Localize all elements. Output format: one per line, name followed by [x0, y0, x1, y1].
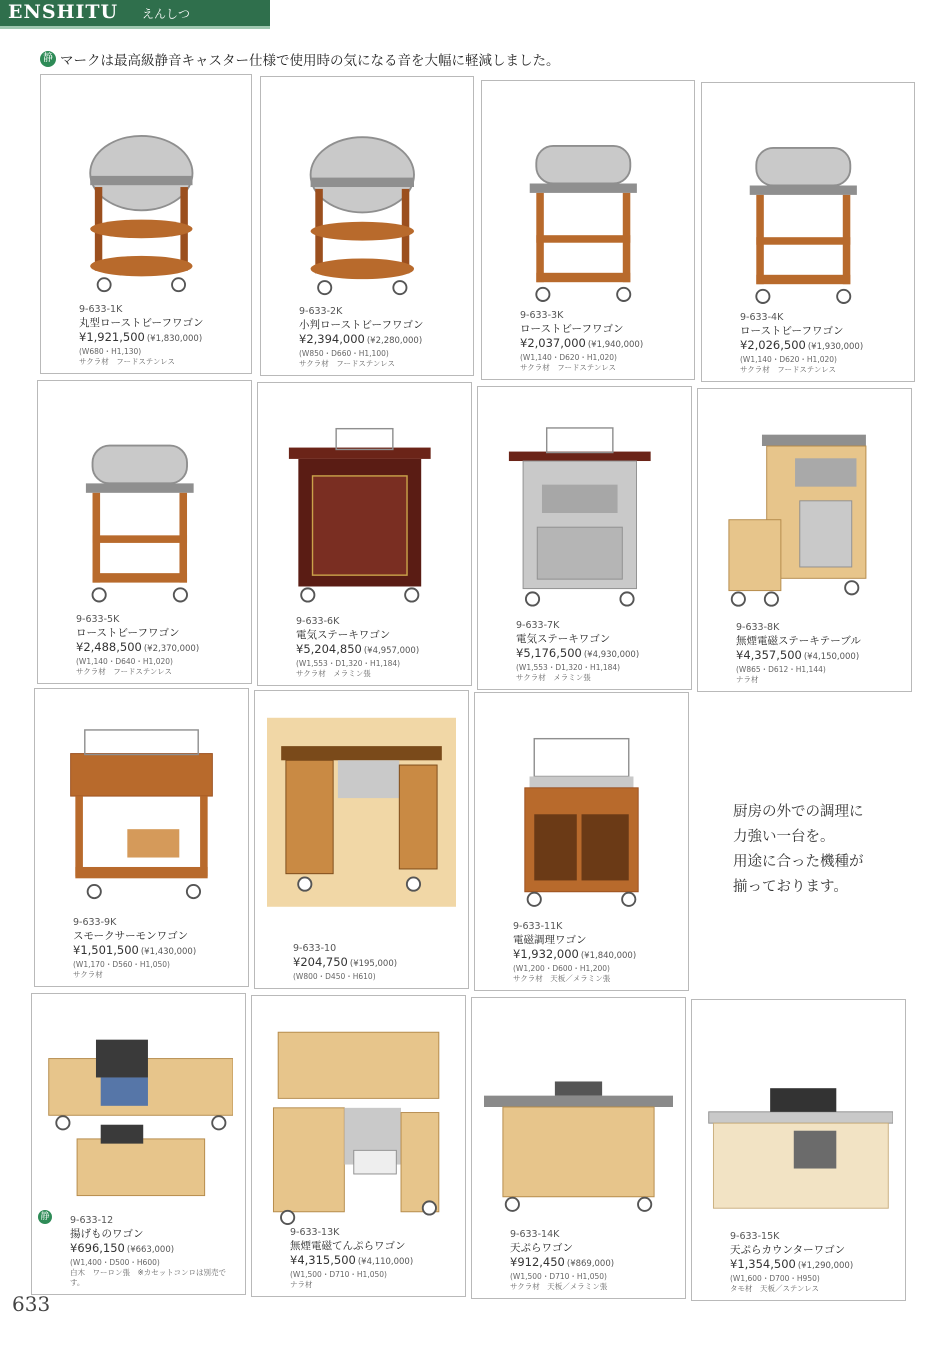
product-price: ¥912,450	[510, 1255, 565, 1269]
tagline-line: 厨房の外での調理に	[733, 804, 864, 820]
product-base-price: (¥2,280,000)	[366, 336, 423, 346]
steel-cart-icon	[490, 399, 679, 627]
product-price: ¥1,921,500	[79, 330, 145, 344]
product-base-price: (¥1,840,000)	[580, 951, 637, 961]
product-card	[701, 82, 915, 382]
product-price: ¥696,150	[70, 1241, 125, 1255]
product-material: サクラ材 フードステンレス	[76, 667, 172, 676]
product-name: スモークサーモンワゴン	[73, 930, 189, 942]
product-price-row	[740, 338, 908, 355]
product-info	[520, 310, 688, 373]
product-dimensions: (W1,400・D500・H600)	[70, 1258, 160, 1267]
product-info	[299, 306, 467, 369]
product-price-row	[293, 955, 462, 972]
product-price: ¥1,932,000	[513, 947, 579, 961]
product-info	[76, 614, 245, 677]
product-dimensions: (W1,140・D620・H1,020)	[520, 353, 617, 362]
product-base-price: (¥195,000)	[349, 959, 398, 969]
product-code: 9-633-9K	[73, 917, 117, 928]
product-info	[736, 622, 905, 685]
product-code: 9-633-13K	[290, 1227, 340, 1238]
product-base-price: (¥2,370,000)	[143, 644, 200, 654]
roll-cart-icon	[50, 393, 239, 621]
product-dimensions: (W1,600・D700・H950)	[730, 1274, 820, 1283]
steak-cart-icon	[270, 395, 459, 623]
product-code: 9-633-14K	[510, 1229, 560, 1240]
product-name: 丸型ローストビーフワゴン	[79, 317, 204, 329]
product-name: 小判ローストビーフワゴン	[299, 319, 424, 331]
product-card	[31, 993, 246, 1295]
tempura-counter-icon	[704, 1012, 893, 1240]
product-info	[79, 304, 245, 367]
product-card	[691, 999, 906, 1301]
quiet-caster-notice	[40, 48, 560, 70]
product-card	[260, 76, 474, 376]
product-dimensions: (W1,500・D710・H1,050)	[510, 1272, 607, 1281]
product-price: ¥1,354,500	[730, 1257, 796, 1271]
tagline	[733, 800, 864, 900]
product-base-price: (¥4,930,000)	[583, 650, 640, 660]
product-dimensions: (W680・H1,130)	[79, 347, 142, 356]
product-material: タモ材 天板／ステンレス	[730, 1284, 820, 1293]
product-card	[477, 386, 692, 690]
product-name: 揚げものワゴン	[70, 1228, 144, 1240]
product-code: 9-633-15K	[730, 1231, 780, 1242]
product-name: ローストビーフワゴン	[520, 323, 624, 335]
product-code: 9-633-5K	[76, 614, 120, 625]
product-card	[697, 388, 912, 692]
quiet-caster-icon: 静	[38, 1210, 52, 1224]
product-info	[740, 312, 908, 375]
product-material: サクラ材	[73, 970, 103, 979]
product-card	[37, 380, 252, 684]
product-dimensions: (W800・D450・H610)	[293, 972, 376, 981]
product-code: 9-633-12	[70, 1215, 114, 1226]
tagline-line: 力強い一台を。	[733, 829, 835, 845]
product-price-row	[516, 646, 685, 663]
product-dimensions: (W1,140・D620・H1,020)	[740, 355, 837, 364]
product-code: 9-633-8K	[736, 622, 780, 633]
product-card	[40, 74, 252, 374]
product-dimensions: (W1,553・D1,320・H1,184)	[296, 659, 401, 668]
product-code: 9-633-2K	[299, 306, 343, 317]
fry-cart-icon	[44, 1006, 233, 1234]
product-name: 無煙電磁てんぷらワゴン	[290, 1240, 406, 1252]
product-code: 9-633-6K	[296, 616, 340, 627]
product-card	[471, 997, 686, 1299]
product-name: ローストビーフワゴン	[740, 325, 844, 337]
product-card	[251, 995, 466, 1297]
section-header	[0, 0, 270, 29]
product-info	[513, 921, 682, 984]
product-dimensions: (W1,170・D560・H1,050)	[73, 960, 170, 969]
product-card	[34, 688, 249, 987]
product-base-price: (¥1,930,000)	[807, 342, 864, 352]
product-dimensions: (W865・D612・H1,144)	[736, 665, 826, 674]
roll-cart-icon	[714, 95, 902, 323]
product-name: 電気ステーキワゴン	[296, 629, 391, 641]
product-code: 9-633-11K	[513, 921, 563, 932]
product-material: サクラ材 メラミン張	[296, 669, 371, 678]
product-price: ¥204,750	[293, 955, 348, 969]
section-kana: えんしつ	[142, 7, 191, 21]
product-base-price: (¥1,940,000)	[587, 340, 644, 350]
product-price: ¥5,176,500	[516, 646, 582, 660]
induction-table-icon	[710, 401, 899, 629]
product-price: ¥2,394,000	[299, 332, 365, 346]
counter-cart-icon	[484, 1010, 673, 1238]
product-info	[73, 917, 242, 980]
roll-cart-icon	[494, 93, 682, 321]
product-price: ¥4,357,500	[736, 648, 802, 662]
product-material: サクラ材 フードステンレス	[299, 359, 395, 368]
product-price: ¥2,488,500	[76, 640, 142, 654]
product-price: ¥2,037,000	[520, 336, 586, 350]
product-code: 9-633-10	[293, 943, 337, 954]
product-name: 電磁調理ワゴン	[513, 934, 587, 946]
product-card	[254, 690, 469, 989]
product-base-price: (¥869,000)	[566, 1259, 615, 1269]
product-material: サクラ材 フードステンレス	[740, 365, 836, 374]
product-base-price: (¥663,000)	[126, 1245, 175, 1255]
product-info	[296, 616, 465, 679]
product-material: サクラ材 天板／メラミン張	[513, 974, 611, 983]
product-dimensions: (W1,140・D640・H1,020)	[76, 657, 173, 666]
product-code: 9-633-4K	[740, 312, 784, 323]
product-base-price: (¥4,957,000)	[363, 646, 420, 656]
product-price-row	[520, 336, 688, 353]
product-material: ナラ材	[290, 1280, 313, 1289]
product-price-row	[299, 332, 467, 349]
product-dimensions: (W1,553・D1,320・H1,184)	[516, 663, 621, 672]
page-number: 633	[12, 1292, 51, 1316]
product-material: サクラ材 天板／メラミン張	[510, 1282, 608, 1291]
product-material: サクラ材 フードステンレス	[79, 357, 175, 366]
product-card	[257, 382, 472, 686]
product-name: ローストビーフワゴン	[76, 627, 180, 639]
product-card	[481, 80, 695, 380]
product-info	[290, 1227, 459, 1290]
product-name: 無煙電磁ステーキテーブル	[736, 635, 861, 647]
product-card	[474, 692, 689, 991]
product-base-price: (¥1,290,000)	[797, 1261, 854, 1271]
product-dimensions: (W850・D660・H1,100)	[299, 349, 389, 358]
product-code: 9-633-3K	[520, 310, 564, 321]
product-base-price: (¥4,110,000)	[357, 1257, 414, 1267]
product-price: ¥2,026,500	[740, 338, 806, 352]
product-price-row	[290, 1253, 459, 1270]
product-price-row	[73, 943, 242, 960]
dome-cart-icon	[53, 87, 239, 315]
product-name: 天ぷらワゴン	[510, 1242, 573, 1254]
product-code: 9-633-1K	[79, 304, 123, 315]
product-price-row	[70, 1241, 239, 1258]
notice-text: マークは最高級静音キャスター仕様で使用時の気になる音を大幅に軽減しました。	[60, 53, 560, 69]
product-info	[293, 943, 462, 982]
product-info	[730, 1231, 899, 1294]
cooking-cart-icon	[487, 705, 676, 933]
product-dimensions: (W1,200・D600・H1,200)	[513, 964, 610, 973]
product-price-row	[296, 642, 465, 659]
product-material: ナラ材	[736, 675, 759, 684]
product-price-row	[730, 1257, 899, 1274]
product-dimensions: (W1,500・D710・H1,050)	[290, 1270, 387, 1279]
product-base-price: (¥1,430,000)	[140, 947, 197, 957]
product-base-price: (¥1,830,000)	[146, 334, 203, 344]
product-info	[510, 1229, 679, 1292]
product-name: 天ぷらカウンターワゴン	[730, 1244, 846, 1256]
product-price-row	[79, 330, 245, 347]
side-cart-icon	[267, 703, 456, 931]
product-info	[70, 1215, 239, 1288]
product-base-price: (¥4,150,000)	[803, 652, 860, 662]
product-material: 白木 ワーロン張 ※カセットコンロは別売です。	[70, 1268, 226, 1287]
product-name: 電気ステーキワゴン	[516, 633, 611, 645]
product-price: ¥5,204,850	[296, 642, 362, 656]
product-price: ¥4,315,500	[290, 1253, 356, 1267]
product-price: ¥1,501,500	[73, 943, 139, 957]
tempura-cart-icon	[264, 1008, 453, 1236]
product-material: サクラ材 メラミン張	[516, 673, 591, 682]
product-price-row	[510, 1255, 679, 1272]
product-price-row	[513, 947, 682, 964]
product-info	[516, 620, 685, 683]
tagline-line: 揃っております。	[733, 879, 848, 895]
product-price-row	[736, 648, 905, 665]
tagline-line: 用途に合った機種が	[733, 854, 864, 870]
salmon-cart-icon	[47, 701, 236, 929]
dome-cart-icon	[273, 89, 461, 317]
quiet-caster-icon: 静	[40, 51, 56, 67]
section-title: ENSHITU	[8, 1, 119, 23]
product-code: 9-633-7K	[516, 620, 560, 631]
product-price-row	[76, 640, 245, 657]
product-material: サクラ材 フードステンレス	[520, 363, 616, 372]
